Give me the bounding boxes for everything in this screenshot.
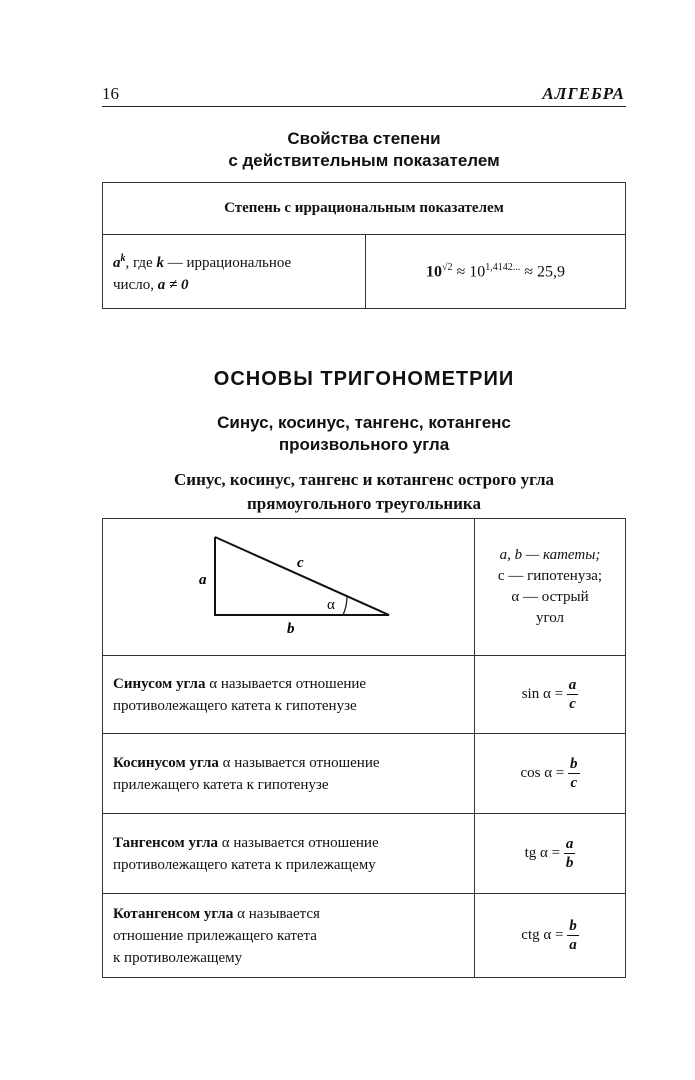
triangle-cell [103,519,475,656]
fraction [567,917,579,954]
header-rule [102,106,626,107]
term: Котангенсом угла [113,905,234,922]
def-text: число, [113,276,158,293]
def-text: противолежащего катета к прилежащему [113,856,376,873]
section-title-line: с действительным показателем [228,151,500,170]
subsection-title-line: произвольного угла [278,435,450,454]
running-header: АЛГЕБРА [542,84,625,103]
def-text: к противолежащему [113,949,243,966]
numerator: a [565,836,574,852]
def-text: , где [125,254,157,271]
tangent-definition [103,814,475,894]
powers-example-cell [366,235,626,309]
formula-lhs: tg α = [524,844,564,861]
example-exponent: √2 [441,261,453,273]
denominator: c [570,775,578,791]
def-text: противолежащего катета к гипотенузе [113,697,357,714]
def-condition: a ≠ 0 [157,276,189,293]
numerator: a [568,677,577,693]
term: Косинусом угла [113,754,219,771]
chapter-title: ОСНОВЫ ТРИГОНОМЕТРИИ [213,368,515,390]
page-number: 16 [102,84,119,103]
angle-arc [343,597,347,615]
formula-lhs: sin α = [521,685,567,702]
term: Синусом угла [113,675,206,692]
def-exponent: k [120,252,126,264]
legend-line: a, b — катеты; [499,547,601,563]
topic-title-line: прямоугольного треугольника [247,494,481,513]
cotangent-formula [475,894,626,978]
legend-cell [475,519,626,656]
topic-title [102,468,626,516]
term: Тангенсом угла [113,834,218,851]
section-title-powers [102,128,626,172]
cosine-definition [103,734,475,814]
cosine-formula [475,734,626,814]
subsection-title-line: Синус, косинус, тангенс, котангенс [217,413,511,432]
sine-formula [475,656,626,734]
example-exponent: 1,4142... [485,261,521,273]
example-approx: ≈ 10 [452,263,486,281]
angle-alpha-label: α [327,597,335,613]
denominator: c [569,696,576,712]
right-triangle-diagram [103,519,474,655]
def-base: a [113,254,121,271]
powers-table [102,182,626,309]
def-text: α называется [233,905,320,922]
numerator: b [569,918,577,934]
formula-lhs: cos α = [520,764,569,781]
formula-lhs: ctg α = [521,926,568,943]
fraction [564,835,576,872]
example-result: ≈ 25,9 [520,263,566,281]
triangle-shape [215,537,389,615]
fraction [568,755,580,792]
def-text: α называется отношение [205,675,367,692]
powers-definition-cell [103,235,366,309]
def-k: k [156,254,164,271]
numerator: b [570,756,578,772]
cotangent-definition [103,894,475,978]
topic-title-line: Синус, косинус, тангенс и котангенс острого угла [174,470,554,489]
trig-table [102,518,626,978]
fraction [567,676,579,713]
def-text: отношение прилежащего катета [113,927,317,944]
side-c-label: c [297,555,304,571]
legend-line: α — острый [511,589,589,605]
denominator: b [565,855,574,871]
legend-line: угол [535,610,565,626]
def-text: прилежащего катета к гипотенузе [113,776,329,793]
subsection-title [102,412,626,456]
powers-table-header: Степень с иррациональным показателем [103,183,626,235]
side-a-label: a [199,572,207,588]
tangent-formula [475,814,626,894]
example-base: 10 [425,263,442,281]
denominator: a [569,937,577,953]
def-text: α называется отношение [218,754,380,771]
def-text: — иррациональное [163,254,292,271]
def-text: α называется отношение [218,834,379,851]
side-b-label: b [287,621,295,637]
legend-line: c — гипотенуза; [497,568,603,584]
sine-definition [103,656,475,734]
section-title-line: Свойства степени [287,129,441,148]
